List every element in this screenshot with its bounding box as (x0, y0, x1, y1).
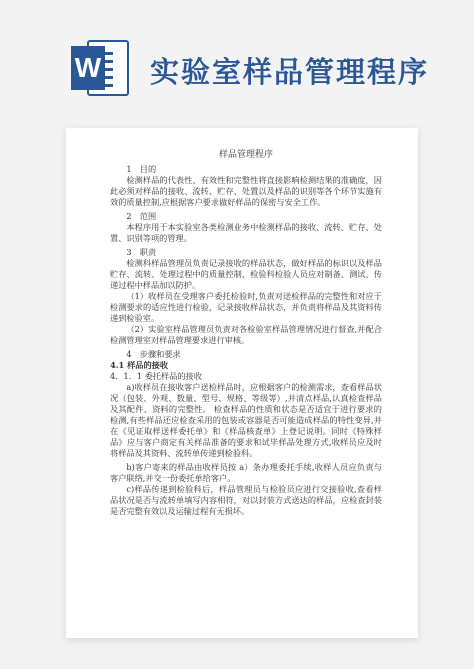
section-4-1-1-heading: 4．1．1 委托样品的接收 (110, 371, 202, 381)
section-4-1-1-a: a)收样员在接收客户送检样品时，应根据客户的检测需求，查看样品状况（包装、外观、数量、型号、规格、等级等）,并清点样品,认真检查样品及其配件、资料的完整性。 检查样品的性质和状态是否适宜于进行要求的检测,有些样品还应检查采用的包装或容器是否可能造成样品的特性变异,并在《见证取样送样委托单》和《样品核查单》上登记说明。同时《特殊样品》应与客户商定有关样品准备的要求和试毕样品处理方式,收样员应及时将样品及其资料、流转单传递到检验科。 (110, 382, 382, 458)
section-2-body: 本程序用于本实验室各类检测业务中检测样品的接收、流转、贮存、处置、识别等项的管理。 (110, 222, 382, 243)
section-2-heading: 2 范围 (126, 211, 157, 221)
word-icon-letter: W (71, 46, 105, 90)
header (0, 0, 474, 120)
section-4-heading: 4 步骤和要求 (126, 349, 181, 359)
section-1-heading: 1 目的 (126, 164, 157, 174)
section-3-item-1: （1）收样员在受理客户委托检验时,负责对送检样品的完整性和对应于检测要求的适应性进行检验，记录接收样品状态，并负责将样品及其资料传递到检验室。 (110, 291, 382, 323)
header-title: 实验室样品管理程序 (150, 55, 430, 89)
section-4-1-1-b: b)客户寄来的样品由收样员按 a）条办理委托手续,收样人员应负责与客户联络,并交一份委托单给客户。 (110, 462, 382, 483)
section-3-item-2: （2）实验室样品管理员负责对各检验室样品管理情况进行督查,并配合检测管理室对样品管理要求进行审核。 (110, 324, 382, 345)
document-title: 样品管理程序 (218, 150, 273, 160)
section-1-body: 检测样品的代表性、有效性和完整性将直接影响检测结果的准确度，因此必须对样品的接收、流转、贮存、处置以及样品的识别等各个环节实施有效的质量控制,应根据客户要求做好样品的保密与安全工作。 (110, 175, 382, 207)
document-page (66, 128, 418, 638)
section-3-body: 检测科样品管理员负责记录接收的样品状态，做好样品的标识以及样品贮存、流转、处理过程中的质量控制，检验科检验人员应对制备、测试、传递过程中样品加以防护。 (110, 258, 382, 290)
section-3-heading: 3 职责 (126, 247, 157, 257)
word-document-icon (71, 40, 129, 96)
section-4-1-heading: 4.1 样品的接收 (110, 360, 169, 370)
section-4-1-1-c: c)样品传递到检验科后，样品管理员与检验员应进行交接验收,查看样品状况是否与流转单填写内容相符，对以封装方式送达的样品，应检查封装是否完整有效以及运输过程有无损坏。 (110, 484, 382, 516)
